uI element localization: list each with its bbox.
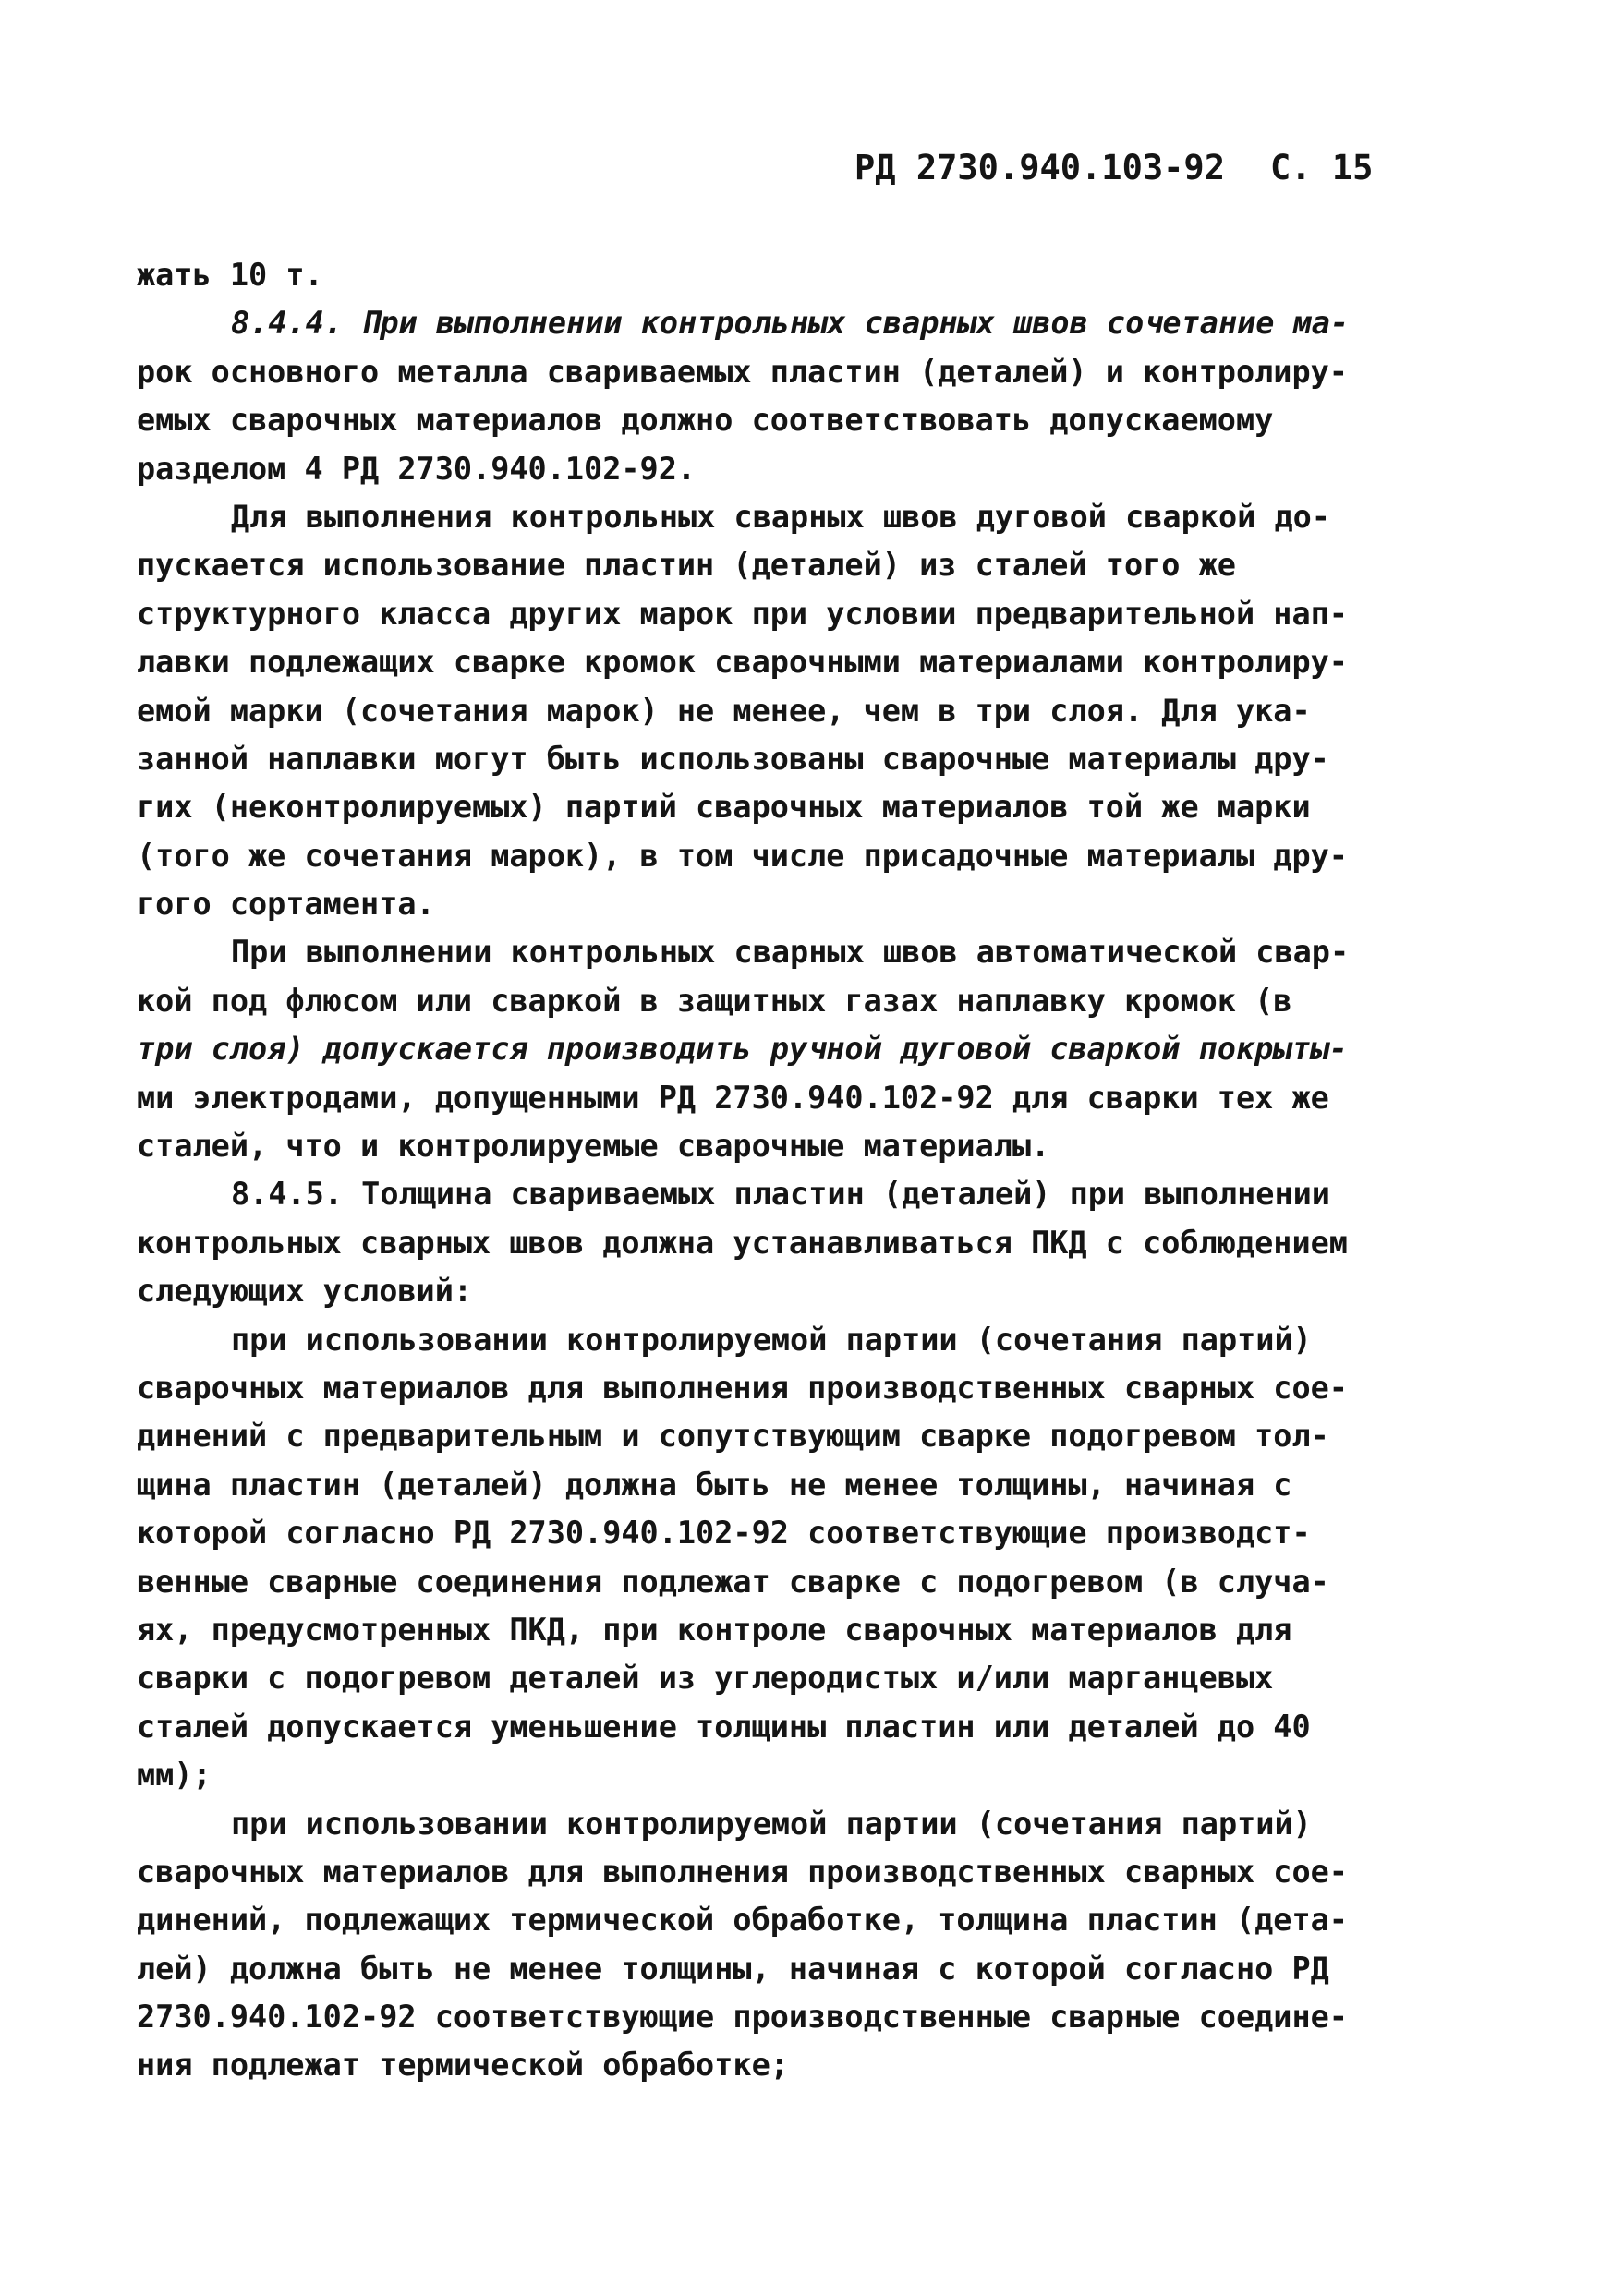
text-line: структурного класса других марок при условии предварительной нап- (137, 595, 1348, 632)
text-line: сварочных материалов для выполнения производственных сварных сое- (137, 1369, 1348, 1406)
document-code: РД 2730.940.103-92 (854, 148, 1225, 187)
text-line: лавки подлежащих сварке кромок сварочными материалами контролиру- (137, 644, 1348, 681)
text-line: (того же сочетания марок), в том числе присадочные материалы дру- (137, 837, 1348, 874)
text-line: ми электродами, допущенными РД 2730.940.102-92 для сварки тех же (137, 1079, 1329, 1116)
text-line: сварочных материалов для выполнения производственных сварных сое- (137, 1853, 1348, 1890)
text-line: жать 10 т. (137, 257, 323, 293)
text-line: ния подлежат термической обработке; (137, 2047, 789, 2084)
text-line: Для выполнения контрольных сварных швов дуговой сваркой до- (231, 498, 1330, 535)
text-line: сталей допускается уменьшение толщины пластин или деталей до 40 (137, 1708, 1311, 1745)
text-line: лей) должна быть не менее толщины, начиная с которой согласно РД (137, 1950, 1329, 1987)
text-line: динений, подлежащих термической обработке, толщина пластин (дета- (137, 1902, 1348, 1939)
text-line: пускается использование пластин (деталей) из сталей того же (137, 547, 1236, 584)
text-line: сварки с подогревом деталей из углеродистых и/или марганцевых (137, 1660, 1274, 1697)
text-line: венные сварные соединения подлежат сварке с подогревом (в случа- (137, 1563, 1329, 1600)
page-number: С. 15 (1270, 148, 1374, 187)
text-line: мм); (137, 1757, 212, 1794)
body-text (137, 251, 1404, 2090)
text-line: гих (неконтролируемых) партий сварочных материалов той же марки (137, 789, 1311, 826)
text-line: щина пластин (деталей) должна быть не менее толщины, начиная с (137, 1466, 1292, 1503)
text-line: контрольных сварных швов должна устанавливаться ПКД с соблюдением (137, 1224, 1348, 1261)
text-line: следующих условий: (137, 1273, 473, 1310)
text-line: гого сортамента. (137, 886, 435, 923)
text-line: рок основного металла свариваемых пластин (деталей) и контролиру- (137, 353, 1348, 390)
text-line: ях, предусмотренных ПКД, при контроле сварочных материалов для (137, 1611, 1292, 1648)
text-line: 8.4.5. Толщина свариваемых пластин (деталей) при выполнении (231, 1176, 1330, 1213)
text-line: 2730.940.102-92 соответствующие производственные сварные соедине- (137, 1999, 1348, 2036)
text-line: при использовании контролируемой партии (сочетания партий) (231, 1321, 1312, 1358)
text-line: емой марки (сочетания марок) не менее, чем в три слоя. Для ука- (137, 692, 1311, 729)
text-line: емых сварочных материалов должно соответствовать допускаемому (137, 402, 1274, 439)
text-line: динений с предварительным и сопутствующим сварке подогревом тол- (137, 1418, 1329, 1455)
text-line: разделом 4 РД 2730.940.102-92. (137, 450, 697, 487)
text-line: занной наплавки могут быть использованы сварочные материалы дру- (137, 740, 1329, 777)
text-line: При выполнении контрольных сварных швов автоматической свар- (231, 934, 1350, 971)
page-header (854, 148, 1409, 203)
text-line: кой под флюсом или сваркой в защитных газах наплавку кромок (в (137, 982, 1292, 1019)
text-line: при использовании контролируемой партии (сочетания партий) (231, 1805, 1312, 1842)
text-line: сталей, что и контролируемые сварочные материалы. (137, 1128, 1050, 1165)
text-line: которой согласно РД 2730.940.102-92 соответствующие производст- (137, 1515, 1311, 1552)
text-line: 8.4.4. При выполнении контрольных сварных швов сочетание ма- (231, 305, 1350, 342)
text-line: три слоя) допускается производить ручной дуговой сваркой покрыты- (137, 1031, 1348, 1068)
